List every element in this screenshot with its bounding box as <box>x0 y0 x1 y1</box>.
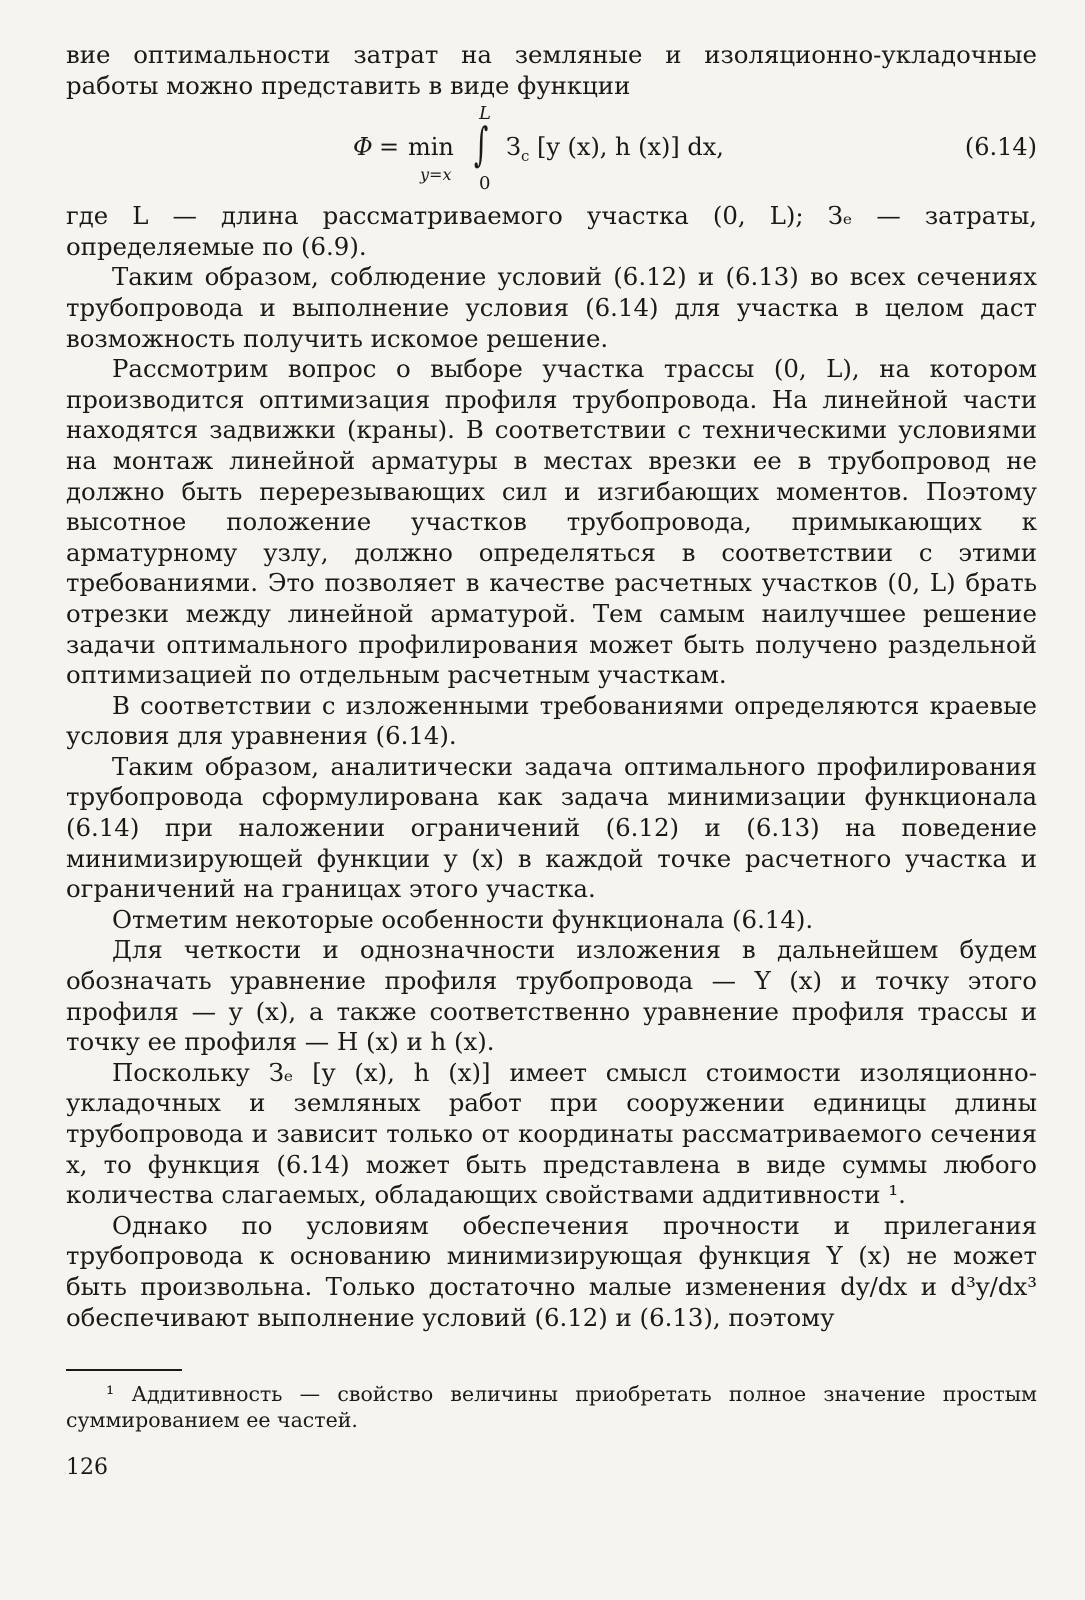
paragraph-1: где L — длина рассматриваемого участка (0, L); Зₑ — затраты, определяемые по (6.9). <box>66 201 1037 261</box>
integral-symbol: ∫ <box>474 117 489 172</box>
paragraph-6: Отметим некоторые особенности функционала (6.14). <box>112 904 814 934</box>
eq-min: min <box>408 133 454 162</box>
paragraph-5: Таким образом, аналитически задача оптимального профилирования трубопровода сформулирована как задача минимизации функционала (6.14) при наложении ограничений (6.12) и (6.13) на поведение минимизирующей функции y (x) в каждой точке расчетного участка и ограничений на границах этого участка. <box>66 751 1037 904</box>
paragraph-4: В соответствии с изложенными требованиями определяются краевые условия для уравнения (6.14). <box>66 690 1037 751</box>
text-line: вие оптимальности затрат на земляные и изоляционно-укладочные <box>66 40 1037 69</box>
eq-cost-subscript: с <box>520 146 530 165</box>
equation-number: (6.14) <box>964 133 1037 162</box>
paragraph-9: Однако по условиям обеспечения прочности и прилегания трубопровода к основанию минимизирующая функция Y (x) не может быть произвольна. Только достаточно малые изменения dy/dx и d³y/dx³ обеспечивают выполнение условий (6.12) и (6.13), поэтому <box>66 1210 1037 1332</box>
paragraph-7: Для четкости и однозначности изложения в дальнейшем будем обозначать уравнение профиля трубопровода — Y (x) и точку этого профиля — y (x), а также соответственно уравнение профиля трассы и точку ее профиля — H (x) и h (x). <box>66 935 1037 1057</box>
eq-upper-limit: L <box>479 103 491 125</box>
paragraph-8: Поскольку Зₑ [y (x), h (x)] имеет смысл стоимости изоляционно-укладочных и земляных работ при сооружении единицы длины трубопровода и зависит только от координаты рассматриваемого сечения x, то функция (6.14) может быть представлена в виде суммы любого количества слагаемых, обладающих свойствами аддитивности ¹. <box>66 1057 1037 1210</box>
eq-min-subscript: y=x <box>420 165 452 185</box>
page-number: 126 <box>66 1455 108 1481</box>
eq-lhs: Φ <box>353 133 373 162</box>
footnote-divider <box>66 1369 182 1371</box>
equation-6-14 <box>66 103 1037 199</box>
eq-cost-symbol: З <box>506 133 521 162</box>
text-line: работы можно представить в виде функции <box>66 70 631 100</box>
footnote: ¹ Аддитивность — свойство величины приобретать полное значение простым суммированием ее частей. <box>66 1382 1037 1433</box>
eq-integrand <box>506 133 724 165</box>
paragraph-intro <box>66 40 1037 101</box>
eq-lower-limit: 0 <box>479 173 491 195</box>
paragraph-3: Рассмотрим вопрос о выборе участка трассы (0, L), на котором производится оптимизация профиля трубопровода. На линейной части находятся задвижки (краны). В соответствии с техническими условиями на монтаж линейной арматуры в местах врезки ее в трубопровод не должно быть перерезывающих сил и изгибающих моментов. Поэтому высотное положение участков трубопровода, примыкающих к арматурному узлу, должно определяться в соответствии с этими требованиями. Это позволяет в качестве расчетных участков (0, L) брать отрезки между линейной арматурой. Тем самым наилучшее решение задачи оптимального профилирования может быть получено раздельной оптимизацией по отдельным расчетным участкам. <box>66 354 1037 690</box>
paragraph-2: Таким образом, соблюдение условий (6.12) и (6.13) во всех сечениях трубопровода и выполнение условия (6.14) для участка в целом даст возможность получить искомое решение. <box>66 262 1037 353</box>
eq-integrand-rest: [y (x), h (x)] dx, <box>529 133 724 162</box>
eq-sign: = <box>379 133 400 162</box>
